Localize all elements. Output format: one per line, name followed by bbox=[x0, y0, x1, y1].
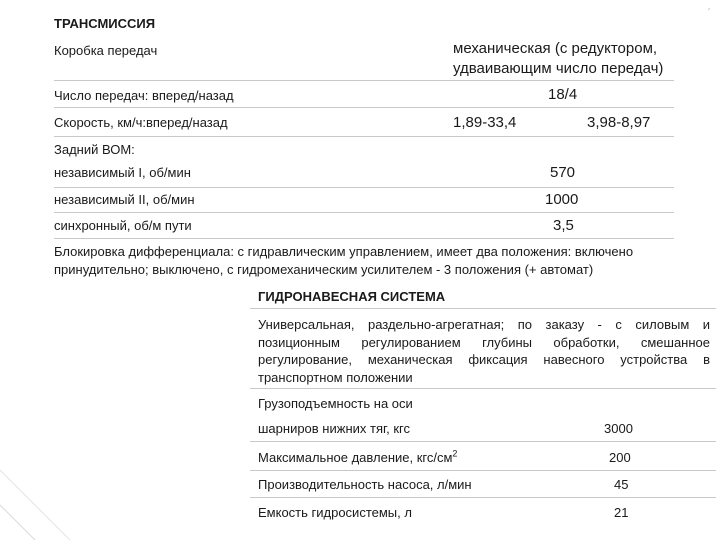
hydraulics-description: Универсальная, раздельно-агрегатная; по заказу - с силовым и позиционным регулированием глубины обработки, смешанное регулирование, механическая фиксация навесного устройства в транспортном положении bbox=[258, 317, 710, 385]
hydraulics-heading: ГИДРОНАВЕСНАЯ СИСТЕМА bbox=[258, 289, 446, 304]
pto-independent2-value: 1000 bbox=[545, 191, 579, 208]
pto-label: Задний ВОМ: bbox=[54, 142, 135, 157]
pto-independent1-value: 570 bbox=[550, 164, 576, 181]
pump-output-value: 45 bbox=[614, 477, 629, 492]
separator-line bbox=[250, 470, 716, 471]
max-pressure-label bbox=[258, 450, 457, 466]
speed-label: Скорость, км/ч:вперед/назад bbox=[54, 115, 228, 130]
separator-line bbox=[250, 388, 716, 389]
separator-line bbox=[250, 497, 716, 498]
lower-links-label: шарниров нижних тяг, кгс bbox=[258, 421, 411, 436]
gearbox-label: Коробка передач bbox=[54, 43, 158, 58]
separator-line bbox=[54, 107, 674, 108]
separator-line bbox=[54, 187, 674, 188]
hydraulic-capacity-label: Емкость гидросистемы, л bbox=[258, 505, 412, 520]
hydraulic-capacity-value: 21 bbox=[614, 505, 629, 520]
pump-output-label: Производительность насоса, л/мин bbox=[258, 477, 472, 492]
separator-line bbox=[54, 136, 674, 137]
diff-lock-line2: принудительно; выключено, с гидромеханическим усилителем - 3 положения (+ автомат) bbox=[54, 262, 594, 277]
lower-links-value: 3000 bbox=[604, 421, 633, 436]
transmission-heading: ТРАНСМИССИЯ bbox=[54, 16, 156, 31]
diff-lock-line1: Блокировка дифференциала: с гидравлическим управлением, имеет два положения: включено bbox=[54, 244, 634, 259]
gearbox-value-line2: удваивающим число передач) bbox=[453, 60, 664, 77]
max-pressure-label-text: Максимальное давление, кгс/см bbox=[258, 450, 453, 465]
separator-line bbox=[54, 238, 674, 239]
separator-line bbox=[54, 212, 674, 213]
gearbox-value-line1: механическая (с редуктором, bbox=[453, 40, 658, 57]
pto-synchronous-value: 3,5 bbox=[553, 217, 574, 234]
separator-line bbox=[250, 441, 716, 442]
max-pressure-value: 200 bbox=[609, 450, 631, 465]
gears-label: Число передач: вперед/назад bbox=[54, 88, 234, 103]
separator-line bbox=[54, 80, 674, 81]
pto-synchronous-label: синхронный, об/м пути bbox=[54, 218, 192, 233]
speed-forward-value: 1,89-33,4 bbox=[453, 114, 517, 131]
separator-line bbox=[250, 308, 716, 309]
pto-independent1-label: независимый I, об/мин bbox=[54, 165, 191, 180]
speed-reverse-value: 3,98-8,97 bbox=[587, 114, 651, 131]
gears-value: 18/4 bbox=[548, 86, 578, 103]
pto-independent2-label: независимый II, об/мин bbox=[54, 192, 195, 207]
capacity-label: Грузоподъемность на оси bbox=[258, 396, 413, 411]
max-pressure-superscript: 2 bbox=[452, 448, 458, 459]
